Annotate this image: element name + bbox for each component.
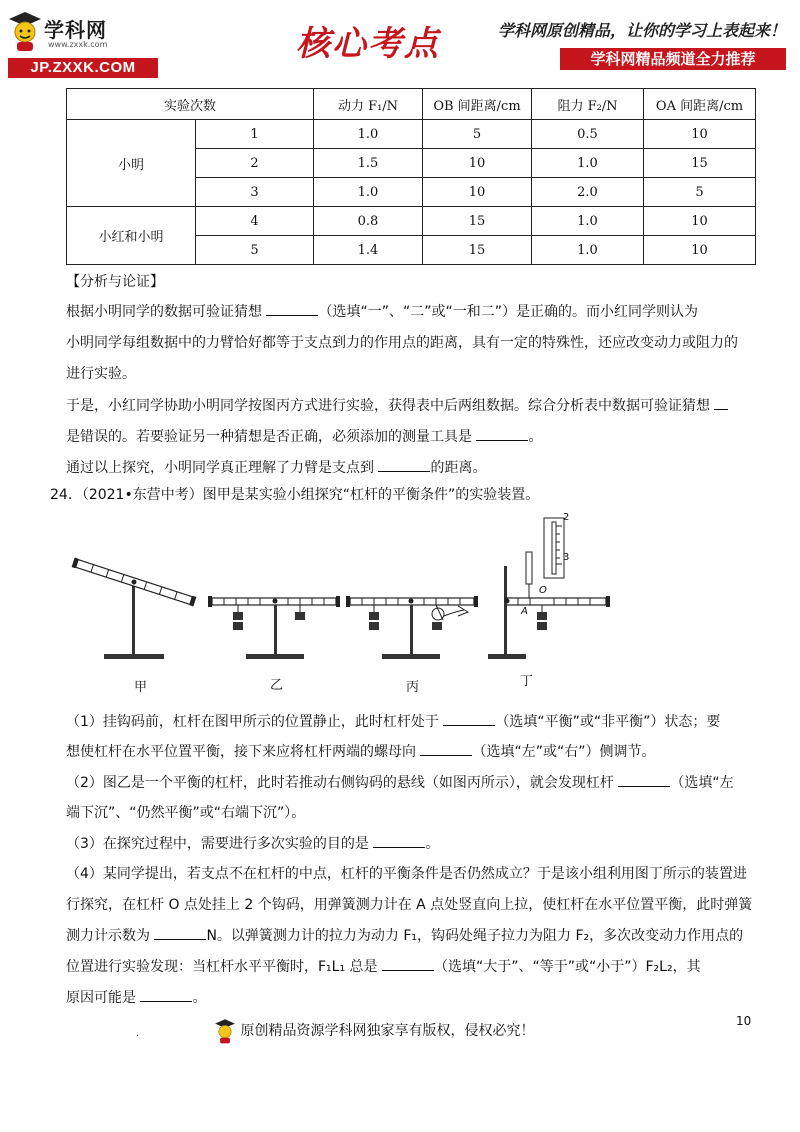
question-24-intro bbox=[50, 485, 756, 505]
table-header-cell: 实验次数 bbox=[67, 89, 314, 120]
q24-part-3 bbox=[66, 834, 756, 854]
table-cell: 1.4 bbox=[314, 236, 423, 265]
table-cell: 1.0 bbox=[532, 236, 644, 265]
answer-blank[interactable] bbox=[140, 989, 192, 1002]
site-logo bbox=[8, 10, 158, 74]
analysis-paragraph-1-line3 bbox=[66, 364, 756, 384]
answer-blank[interactable] bbox=[714, 397, 728, 410]
table-cell: 10 bbox=[423, 149, 532, 178]
answer-blank[interactable] bbox=[443, 713, 495, 726]
q24-part-2 bbox=[66, 773, 756, 793]
graduate-mascot-icon bbox=[214, 1018, 236, 1044]
copyright-footer bbox=[214, 1018, 574, 1044]
table-cell: 10 bbox=[644, 207, 756, 236]
text: （2）图乙是一个平衡的杠杆，此时若推动右侧钩码的悬线（如图丙所示），就会发现杠杆 bbox=[66, 775, 619, 791]
page-title: 核心考点 bbox=[296, 24, 440, 64]
answer-blank[interactable] bbox=[476, 428, 528, 441]
text: （选填“左 bbox=[670, 775, 734, 791]
text: （选填“一”、“二”或“一和二”）是正确的。而小红同学则认为 bbox=[318, 304, 698, 320]
table-cell: 4 bbox=[196, 207, 314, 236]
q24-part-4-line2 bbox=[66, 895, 756, 915]
heading-text: 【分析与论证】 bbox=[66, 274, 164, 290]
table-cell: 1.0 bbox=[314, 120, 423, 149]
figure-label-yi: 乙 bbox=[270, 678, 284, 693]
q24-part-4-line3 bbox=[66, 926, 756, 946]
answer-blank[interactable] bbox=[618, 774, 670, 787]
text: 。 bbox=[528, 429, 543, 445]
q24-part-4-line4 bbox=[66, 957, 756, 977]
logo-bar: JP.ZXXK.COM bbox=[8, 58, 158, 78]
text: 于是，小红同学协助小明同学按图丙方式进行实验，获得表中后两组数据。综合分析表中数据可验证猜想 bbox=[66, 398, 715, 414]
table-header-cell: OB 间距离/cm bbox=[423, 89, 532, 120]
figure-yi-balanced-lever bbox=[208, 596, 340, 659]
header-banner: 学科网精品频道全力推荐 bbox=[560, 48, 786, 70]
q24-part-4 bbox=[66, 864, 756, 884]
table-header-row bbox=[67, 89, 756, 120]
text: 测力计示数为 bbox=[66, 928, 155, 944]
figure-bing-pushed-lever bbox=[346, 596, 478, 659]
point-label-o: O bbox=[539, 585, 547, 596]
logo-url: www.zxxk.com bbox=[48, 40, 108, 49]
table-cell: 1.0 bbox=[532, 207, 644, 236]
text: 行探究，在杠杆 O 点处挂上 2 个钩码，用弹簧测力计在 A 点处竖直向上拉，使杠杆在水平位置平衡，此时弹簧 bbox=[66, 897, 753, 913]
analysis-paragraph-1 bbox=[66, 302, 756, 322]
table-cell: 5 bbox=[196, 236, 314, 265]
table-cell: 10 bbox=[644, 120, 756, 149]
figure-jia-tilted-lever bbox=[72, 557, 197, 659]
text: 通过以上探究，小明同学真正理解了力臂是支点到 bbox=[66, 460, 379, 476]
table-cell: 10 bbox=[644, 236, 756, 265]
text: 是错误的。若要验证另一种猜想是否正确，必须添加的测量工具是 bbox=[66, 429, 477, 445]
answer-blank[interactable] bbox=[378, 459, 430, 472]
table-cell: 2.0 bbox=[532, 178, 644, 207]
analysis-paragraph-2-line2 bbox=[66, 427, 756, 447]
text: 。 bbox=[192, 990, 207, 1006]
header-slogan: 学科网原创精品，让你的学习上表起来！ bbox=[497, 21, 786, 40]
text: （选填“大于”、“等于”或“小于”）F₂L₂，其 bbox=[433, 959, 701, 975]
text: 原因可能是 bbox=[66, 990, 141, 1006]
table-row bbox=[67, 207, 756, 236]
table-header-cell: OA 间距离/cm bbox=[644, 89, 756, 120]
q24-part-4-line5 bbox=[66, 988, 756, 1008]
graduate-mascot-icon bbox=[8, 10, 42, 52]
text: （4）某同学提出，若支点不在杠杆的中点，杠杆的平衡条件是否仍然成立？于是该小组利用图丁所示的装置进 bbox=[66, 866, 747, 882]
experiment-table bbox=[66, 88, 756, 265]
text: 24．（2021•东营中考）图甲是某实验小组探究“杠杆的平衡条件”的实验装置。 bbox=[50, 487, 540, 503]
group-label: 小红和小明 bbox=[67, 207, 196, 265]
scale-tick-label: 2 bbox=[563, 512, 570, 523]
figure-label-bing: 丙 bbox=[406, 680, 420, 695]
answer-blank[interactable] bbox=[373, 835, 425, 848]
text: （3）在探究过程中，需要进行多次实验的目的是 bbox=[66, 836, 374, 852]
table-cell: 0.8 bbox=[314, 207, 423, 236]
text: 想使杠杆在水平位置平衡，接下来应将杠杆两端的螺母向 bbox=[66, 744, 421, 760]
text: （1）挂钩码前，杠杆在图甲所示的位置静止，此时杠杆处于 bbox=[66, 714, 444, 730]
lever-figures bbox=[60, 512, 620, 692]
table-cell: 1 bbox=[196, 120, 314, 149]
table-cell: 0.5 bbox=[532, 120, 644, 149]
text: （选填“左”或“右”）侧调节。 bbox=[472, 744, 656, 760]
scale-tick-label: 3 bbox=[563, 552, 570, 563]
text: 小明同学每组数据中的力臂恰好都等于支点到力的作用点的距离，具有一定的特殊性，还应改变动力或阻力的 bbox=[66, 335, 738, 351]
table-cell: 1.5 bbox=[314, 149, 423, 178]
page-number: 10 bbox=[736, 1014, 752, 1028]
text: 的距离。 bbox=[430, 460, 487, 476]
analysis-paragraph-1-line2 bbox=[66, 333, 756, 353]
q24-part-1 bbox=[66, 712, 756, 732]
table-cell: 3 bbox=[196, 178, 314, 207]
analysis-heading bbox=[66, 272, 756, 292]
table-row bbox=[67, 120, 756, 149]
table-cell: 1.0 bbox=[314, 178, 423, 207]
answer-blank[interactable] bbox=[382, 958, 434, 971]
q24-part-2-line2 bbox=[66, 803, 756, 823]
footer-text: 原创精品资源学科网独家享有版权，侵权必究！ bbox=[240, 1023, 535, 1039]
analysis-paragraph-2 bbox=[66, 396, 756, 416]
footer-dot: . bbox=[136, 1028, 140, 1039]
text: （选填“平衡”或“非平衡”）状态；要 bbox=[495, 714, 721, 730]
table-header-cell: 阻力 F₂/N bbox=[532, 89, 644, 120]
figure-label-ding: 丁 bbox=[520, 674, 534, 689]
figure-ding-spring-scale-lever bbox=[488, 518, 610, 659]
logo-name: 学科网 bbox=[44, 18, 107, 42]
table-cell: 15 bbox=[423, 236, 532, 265]
analysis-paragraph-3 bbox=[66, 458, 756, 478]
q24-part-1-line2 bbox=[66, 742, 756, 762]
table-cell: 1.0 bbox=[532, 149, 644, 178]
table-cell: 2 bbox=[196, 149, 314, 178]
table-cell: 5 bbox=[423, 120, 532, 149]
answer-blank[interactable] bbox=[420, 743, 472, 756]
text: 位置进行实验发现：当杠杆水平平衡时，F₁L₁ 总是 bbox=[66, 959, 382, 975]
text: 。 bbox=[425, 836, 440, 852]
point-label-a: A bbox=[521, 606, 528, 617]
text: N。以弹簧测力计的拉力为动力 F₁，钩码处绳子拉力为阻力 F₂，多次改变动力作用点的 bbox=[206, 928, 744, 944]
table-header-cell: 动力 F₁/N bbox=[314, 89, 423, 120]
table-cell: 5 bbox=[644, 178, 756, 207]
table-cell: 15 bbox=[423, 207, 532, 236]
text: 端下沉”、“仍然平衡”或“右端下沉”）。 bbox=[66, 805, 306, 821]
figure-label-jia: 甲 bbox=[134, 680, 148, 695]
answer-blank[interactable] bbox=[266, 303, 318, 316]
table-cell: 15 bbox=[644, 149, 756, 178]
group-label: 小明 bbox=[67, 120, 196, 207]
table-cell: 10 bbox=[423, 178, 532, 207]
text: 根据小明同学的数据可验证猜想 bbox=[66, 304, 267, 320]
answer-blank[interactable] bbox=[154, 927, 206, 940]
text: 进行实验。 bbox=[66, 366, 136, 382]
